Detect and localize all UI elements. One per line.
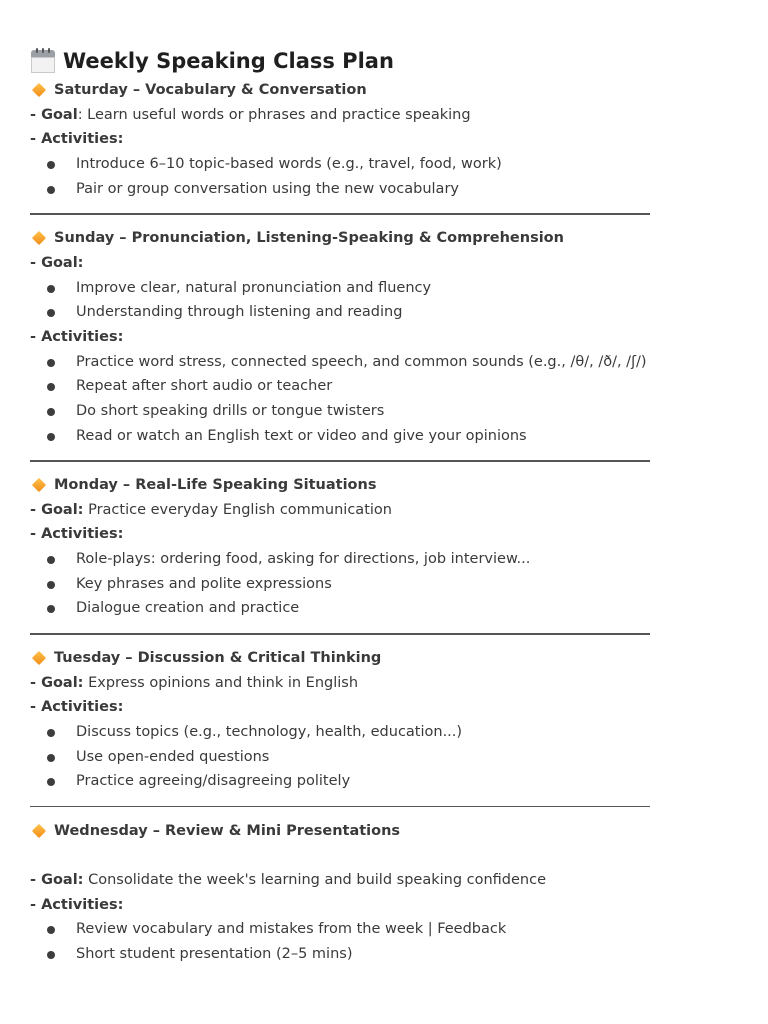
document-page <box>30 44 740 967</box>
list-item: Repeat after short audio or teacher <box>30 374 740 399</box>
day-title: Monday – Real-Life Speaking Situations <box>54 477 377 494</box>
orange-diamond-icon <box>32 824 46 838</box>
goal-text: Practice everyday English communication <box>83 501 392 518</box>
goal-line <box>30 103 740 128</box>
day-heading <box>30 646 740 671</box>
bullet-icon <box>47 383 55 391</box>
bullet-icon <box>47 433 55 441</box>
section-divider <box>30 448 740 473</box>
goal-label: - Goal: <box>30 674 84 691</box>
orange-diamond-icon <box>32 651 46 665</box>
section-divider <box>30 201 740 226</box>
activities-label: - Activities: <box>30 896 124 913</box>
bullet-icon <box>47 408 55 416</box>
goal-text: : Learn useful words or phrases and practice speaking <box>77 106 471 123</box>
list-item: Introduce 6–10 topic-based words (e.g., travel, food, work) <box>30 152 740 177</box>
activities-label: - Activities: <box>30 526 124 543</box>
list-item: Use open-ended questions <box>30 745 740 770</box>
section-saturday <box>30 78 740 201</box>
day-heading <box>30 819 740 844</box>
goal-label: - Goal <box>30 106 78 123</box>
bullet-icon <box>47 161 55 169</box>
bullet-icon <box>47 581 55 589</box>
list-item: Do short speaking drills or tongue twisters <box>30 399 740 424</box>
bullet-icon <box>47 951 55 959</box>
list-item: Dialogue creation and practice <box>30 596 740 621</box>
bullet-icon <box>47 186 55 194</box>
goal-line <box>30 671 740 696</box>
day-title: Wednesday – Review & Mini Presentations <box>54 822 401 839</box>
goal-line <box>30 868 740 893</box>
goal-label: - Goal: <box>30 254 84 271</box>
list-item: Pair or group conversation using the new vocabulary <box>30 177 740 202</box>
day-title: Sunday – Pronunciation, Listening-Speaking & Comprehension <box>54 230 564 247</box>
list-item: Read or watch an English text or video and give your opinions <box>30 424 740 449</box>
list-item: Key phrases and polite expressions <box>30 572 740 597</box>
day-heading <box>30 78 740 103</box>
list-item: Practice word stress, connected speech, and common sounds (e.g., /θ/, /ð/, /ʃ/) <box>30 350 740 375</box>
goal-label: - Goal: <box>30 501 84 518</box>
bullet-icon <box>47 605 55 613</box>
bullet-icon <box>47 729 55 737</box>
activities-label: - Activities: <box>30 699 124 716</box>
goal-label: - Goal: <box>30 872 84 888</box>
bullet-icon <box>47 359 55 367</box>
section-sunday <box>30 226 740 448</box>
section-tuesday <box>30 646 740 794</box>
bullet-icon <box>47 309 55 317</box>
orange-diamond-icon <box>32 83 46 97</box>
day-heading <box>30 473 740 498</box>
day-title: Saturday – Vocabulary & Conversation <box>54 82 367 99</box>
activities-label: - Activities: <box>30 328 124 345</box>
goal-text: Express opinions and think in English <box>83 674 359 691</box>
list-item: Discuss topics (e.g., technology, health, education...) <box>30 720 740 745</box>
bullet-icon <box>47 556 55 564</box>
list-item: Short student presentation (2–5 mins) <box>30 942 740 967</box>
day-title: Tuesday – Discussion & Critical Thinking <box>54 650 382 667</box>
bullet-icon <box>47 754 55 762</box>
orange-diamond-icon <box>32 231 46 245</box>
section-divider <box>30 621 740 646</box>
goal-text: Consolidate the week's learning and build speaking confidence <box>83 872 547 888</box>
page-title: Weekly Speaking Class Plan <box>63 49 394 73</box>
list-item: Understanding through listening and reading <box>30 300 740 325</box>
section-wednesday <box>30 819 740 967</box>
list-item: Review vocabulary and mistakes from the week | Feedback <box>30 917 740 942</box>
section-monday <box>30 473 740 621</box>
list-item: Practice agreeing/disagreeing politely <box>30 769 740 794</box>
list-item: Improve clear, natural pronunciation and fluency <box>30 276 740 301</box>
bullet-icon <box>47 926 55 934</box>
orange-diamond-icon <box>32 478 46 492</box>
list-item: Role-plays: ordering food, asking for directions, job interview... <box>30 547 740 572</box>
bullet-icon <box>47 285 55 293</box>
section-divider <box>30 794 740 819</box>
bullet-icon <box>47 778 55 786</box>
day-heading <box>30 226 740 251</box>
page-title-row <box>30 44 740 78</box>
calendar-icon <box>30 48 56 74</box>
goal-line <box>30 498 740 523</box>
activities-label: - Activities: <box>30 131 124 148</box>
